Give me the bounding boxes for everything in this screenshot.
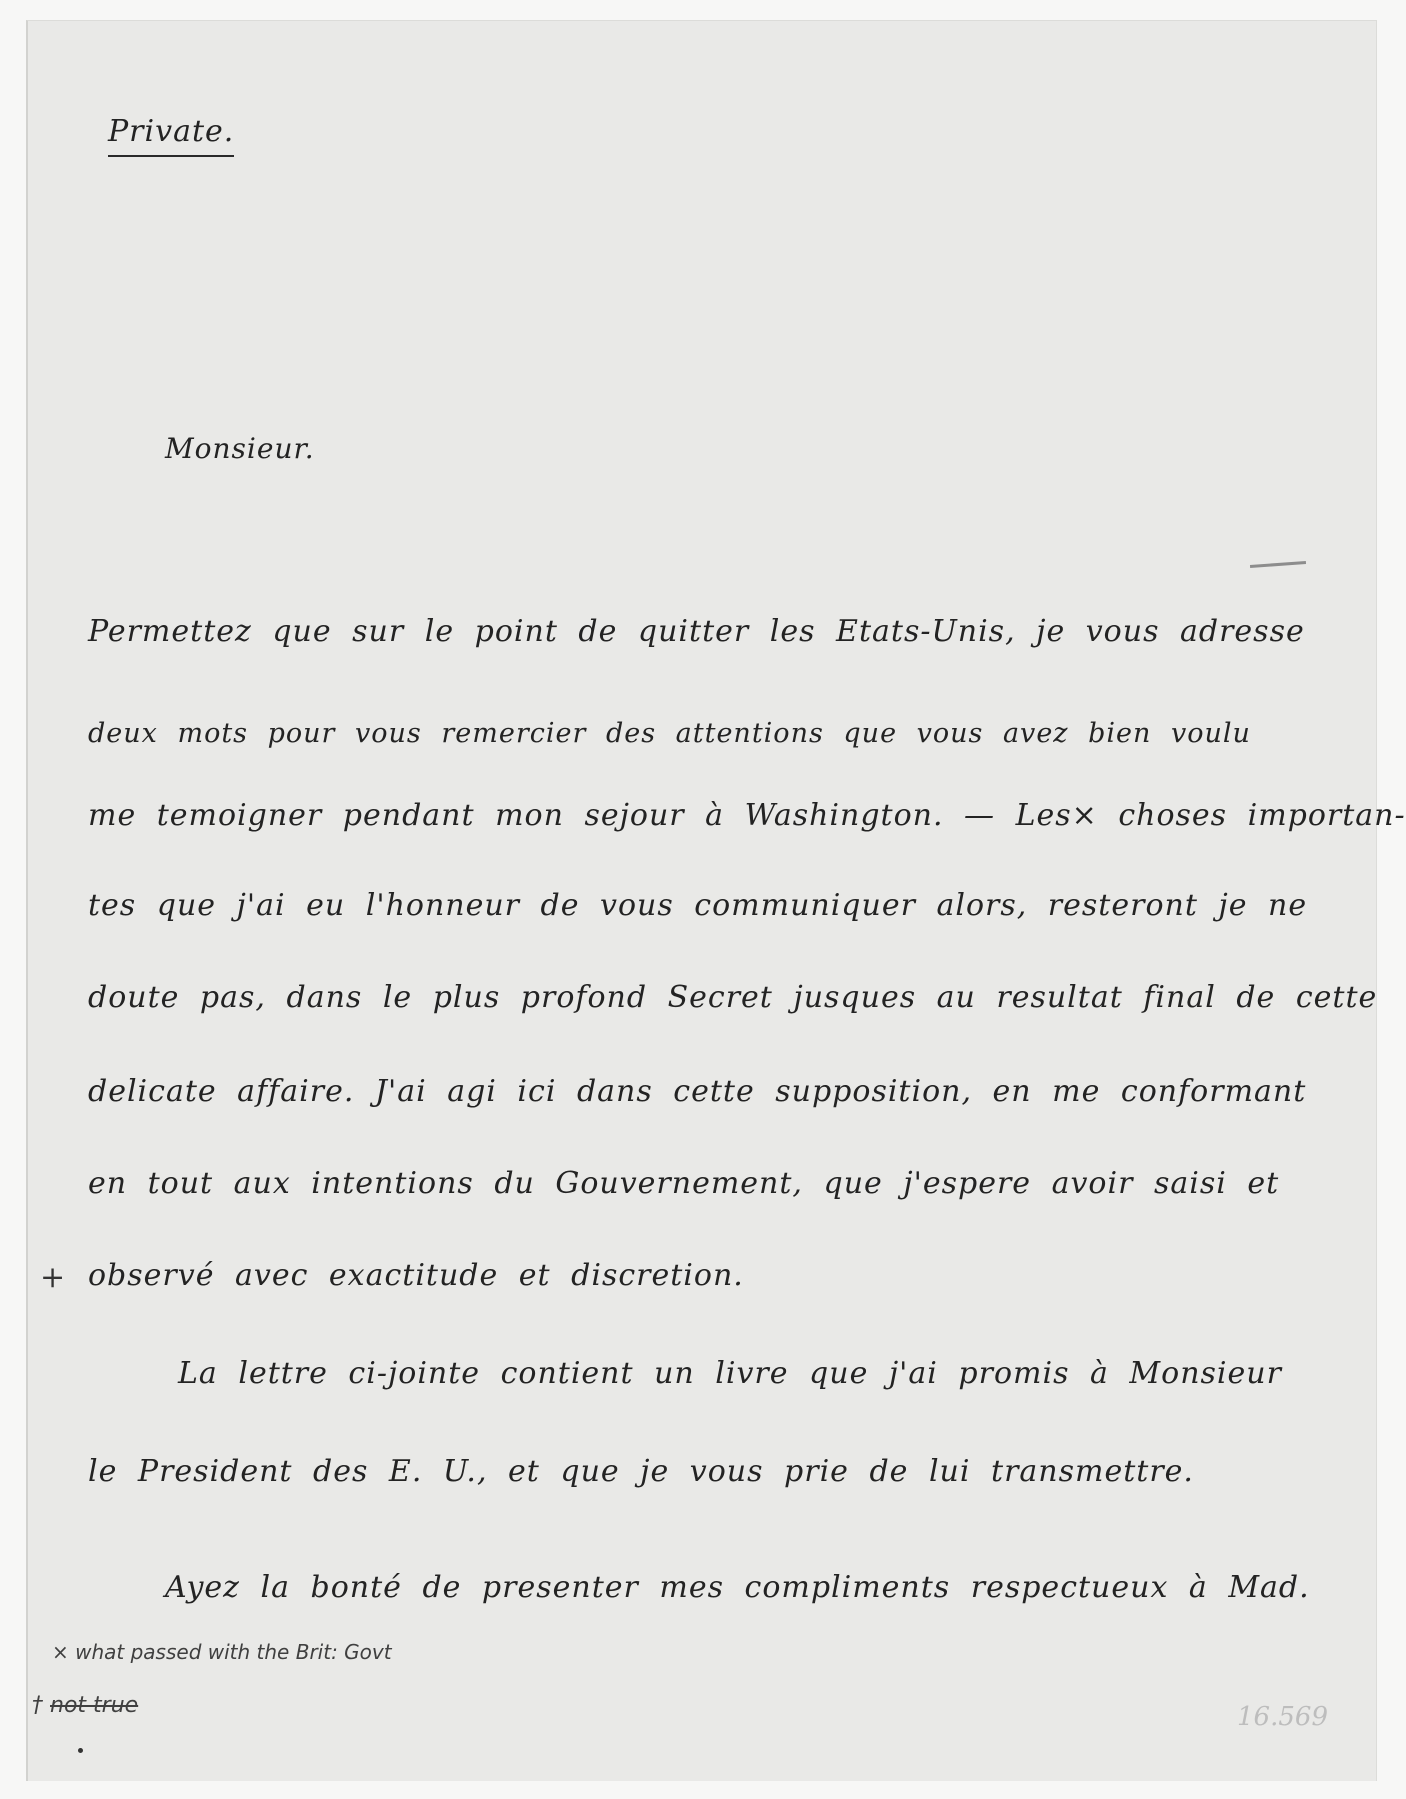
letter-heading: Private. bbox=[108, 114, 234, 157]
body-line-5: doute pas, dans le plus profond Secret jusques au resultat final de cette bbox=[88, 980, 1378, 1015]
catalog-number: 16.569 bbox=[1237, 1702, 1328, 1732]
ink-stroke bbox=[1250, 561, 1306, 568]
salutation: Monsieur. bbox=[165, 432, 315, 465]
body-line-11: Ayez la bonté de presenter mes compliments respectueux à Mad. bbox=[165, 1570, 1310, 1605]
body-line-4: tes que j'ai eu l'honneur de vous communiquer alors, resteront je ne bbox=[88, 888, 1308, 923]
margin-cross-mark: + bbox=[40, 1260, 66, 1295]
annotation-plus-mark: † bbox=[32, 1693, 43, 1718]
annotation-note-x: × what passed with the Brit: Govt bbox=[52, 1640, 392, 1664]
body-line-1: Permettez que sur le point de quitter les Etats-Unis, je vous adresse bbox=[88, 614, 1305, 649]
body-line-3: me temoigner pendant mon sejour à Washington. — Les× choses importan- bbox=[88, 798, 1406, 833]
body-line-2: deux mots pour vous remercier des attentions que vous avez bien voulu bbox=[88, 718, 1251, 749]
body-line-10: le President des E. U., et que je vous prie de lui transmettre. bbox=[88, 1454, 1194, 1489]
ink-dot bbox=[78, 1748, 83, 1753]
body-line-7: en tout aux intentions du Gouvernement, que j'espere avoir saisi et bbox=[88, 1166, 1280, 1201]
body-line-9: La lettre ci-jointe contient un livre que j'ai promis à Monsieur bbox=[178, 1356, 1282, 1391]
annotation-note-plus bbox=[32, 1693, 138, 1718]
body-line-8: observé avec exactitude et discretion. bbox=[88, 1258, 744, 1293]
annotation-plus-text: not true bbox=[50, 1693, 139, 1718]
body-line-6: delicate affaire. J'ai agi ici dans cette supposition, en me conformant bbox=[88, 1074, 1307, 1109]
